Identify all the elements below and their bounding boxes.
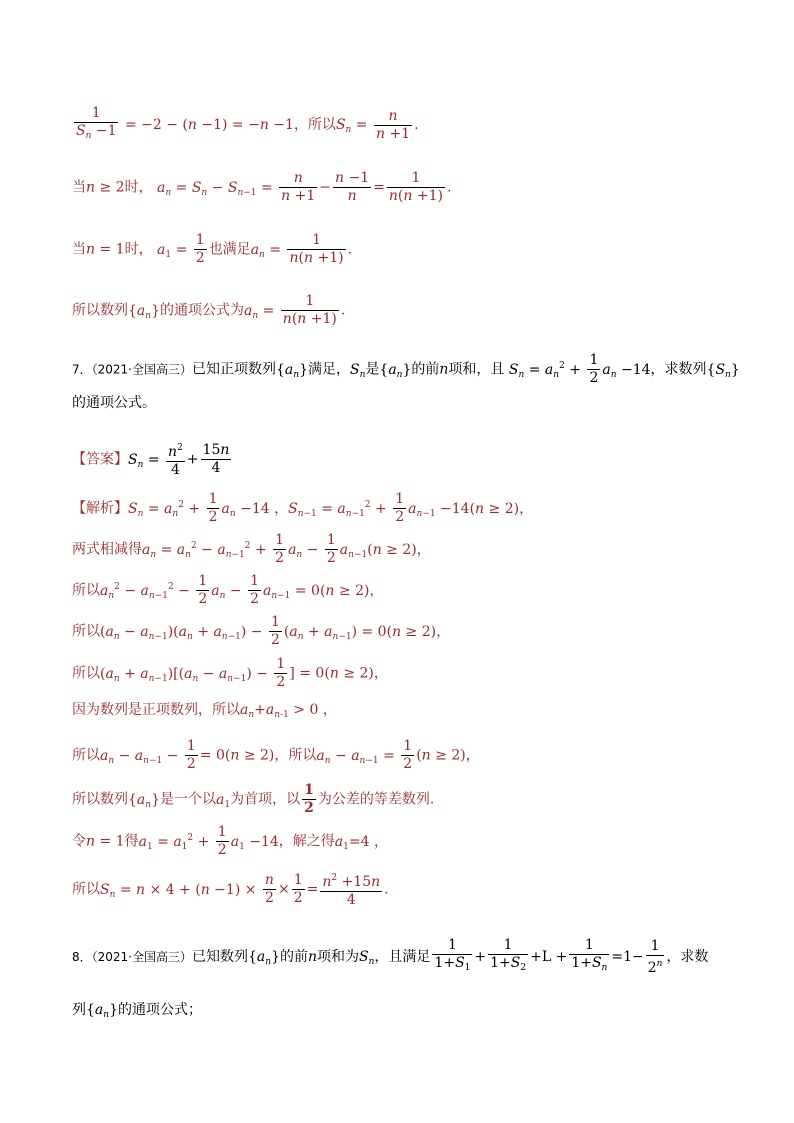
question-8: 8．（2021·全国高三）已知数列$\{a_n\}$的前n项和为$S_n$，且满足 $\frac{1}{1+S_1}$ + $\frac{1}{1+S_2}$ +L + $\frac{1}{1+S_n}$ =1− $\frac{1}{2^n}$ ，求数 <box>72 937 709 976</box>
step-8: 令n = 1得$a_1 = a_1^2$ + $\frac{1}{2}$ $a_1 -14$，解之得$a_1=4$ ， <box>72 824 388 858</box>
step-7: 所以数列$\{a_n\}$是一个以$a_1$为首项，以 $\frac{1}{2}$ 为公差的等差数列. <box>72 782 435 816</box>
analysis-line: 【解析】$S_n = a_n^2$ + $\frac{1}{2}$ $a_n -14$ ，$S_{n-1} = a_{n-1}^2$ + $\frac{1}{2}$ $a_{n-1} -14(n \ge 2)$， <box>72 491 534 525</box>
question-7: 7．（2021·全国高三）已知正项数列$\{a_n\}$满足，$S_n$是$\{a_n\}$的前n项和，且 $S_n = a_n^2$ + $\frac{1}{2}$ $a_n -14$，求数列$\{S_n\}$ <box>72 352 740 386</box>
step-9: 所以$S_n = n \times 4 + (n -1)$ × $\frac{n}{2}$ × $\frac{1}{2}$ = $\frac{n^2 +15n}{4}$ . <box>72 872 389 908</box>
step-3: 所以$(a_n - a_{n-1})(a_n + a_{n-1})$ − $\frac{1}{2}$ $(a_n + a_{n-1}) = 0(n \ge 2)$， <box>72 614 451 648</box>
line-2: 当n ≥ 2时， $a_n = S_n - S_{n-1}$ = $\frac{n}{n +1}$ − $\frac{n -1}{n}$ = $\frac{1}{n(n +1)}$ . <box>72 170 452 204</box>
step-4: 所以$(a_n + a_{n-1})[(a_n - a_{n-1})$ − $\frac{1}{2}$ ] = 0(n ≥ 2)， <box>72 656 388 690</box>
step-6: 所以$a_n - a_{n-1}$ − $\frac{1}{2}$ = 0(n ≥ 2)，所以$a_n - a_{n-1}$ = $\frac{1}{2}$ (n ≥ 2)， <box>72 738 480 772</box>
step-1: 两式相减得$a_n = a_n^2 - a_{n-1}^2$ + $\frac{1}{2}$ $a_n$ − $\frac{1}{2}$ $a_{n-1}(n \ge 2)$， <box>72 532 431 566</box>
answer-line: 【答案】$S_n$ = $\frac{n^2}{4}$ + $\frac{15n}{4}$ <box>72 442 230 478</box>
step-5: 因为数列是正项数列，所以$a_n+a_{n-1} > 0$ ， <box>72 702 337 720</box>
fraction: $\frac{1}{S_n -1}$ <box>76 105 117 141</box>
question-7-tail: 的通项公式。 <box>72 395 156 411</box>
line-3: 当n = 1时， $a_1$ = $\frac{1}{2}$ 也满足$a_n$ = $\frac{1}{n(n +1)}$ . <box>72 232 353 266</box>
line-4: 所以数列$\{a_n\}$的通项公式为$a_n$ = $\frac{1}{n(n +1)}$ . <box>72 293 346 327</box>
line-1: $\frac{1}{S_n -1}$ = −2 − (n −1) = −n −1，所以$S_n$ = $\frac{n}{n +1}$ . <box>72 105 732 145</box>
step-2: 所以$a_n^2 - a_{n-1}^2$ − $\frac{1}{2}$ $a_n$ − $\frac{1}{2}$ $a_{n-1} = 0(n \ge 2)$， <box>72 573 384 607</box>
question-8-tail: 列$\{a_n\}$的通项公式； <box>72 1002 202 1020</box>
